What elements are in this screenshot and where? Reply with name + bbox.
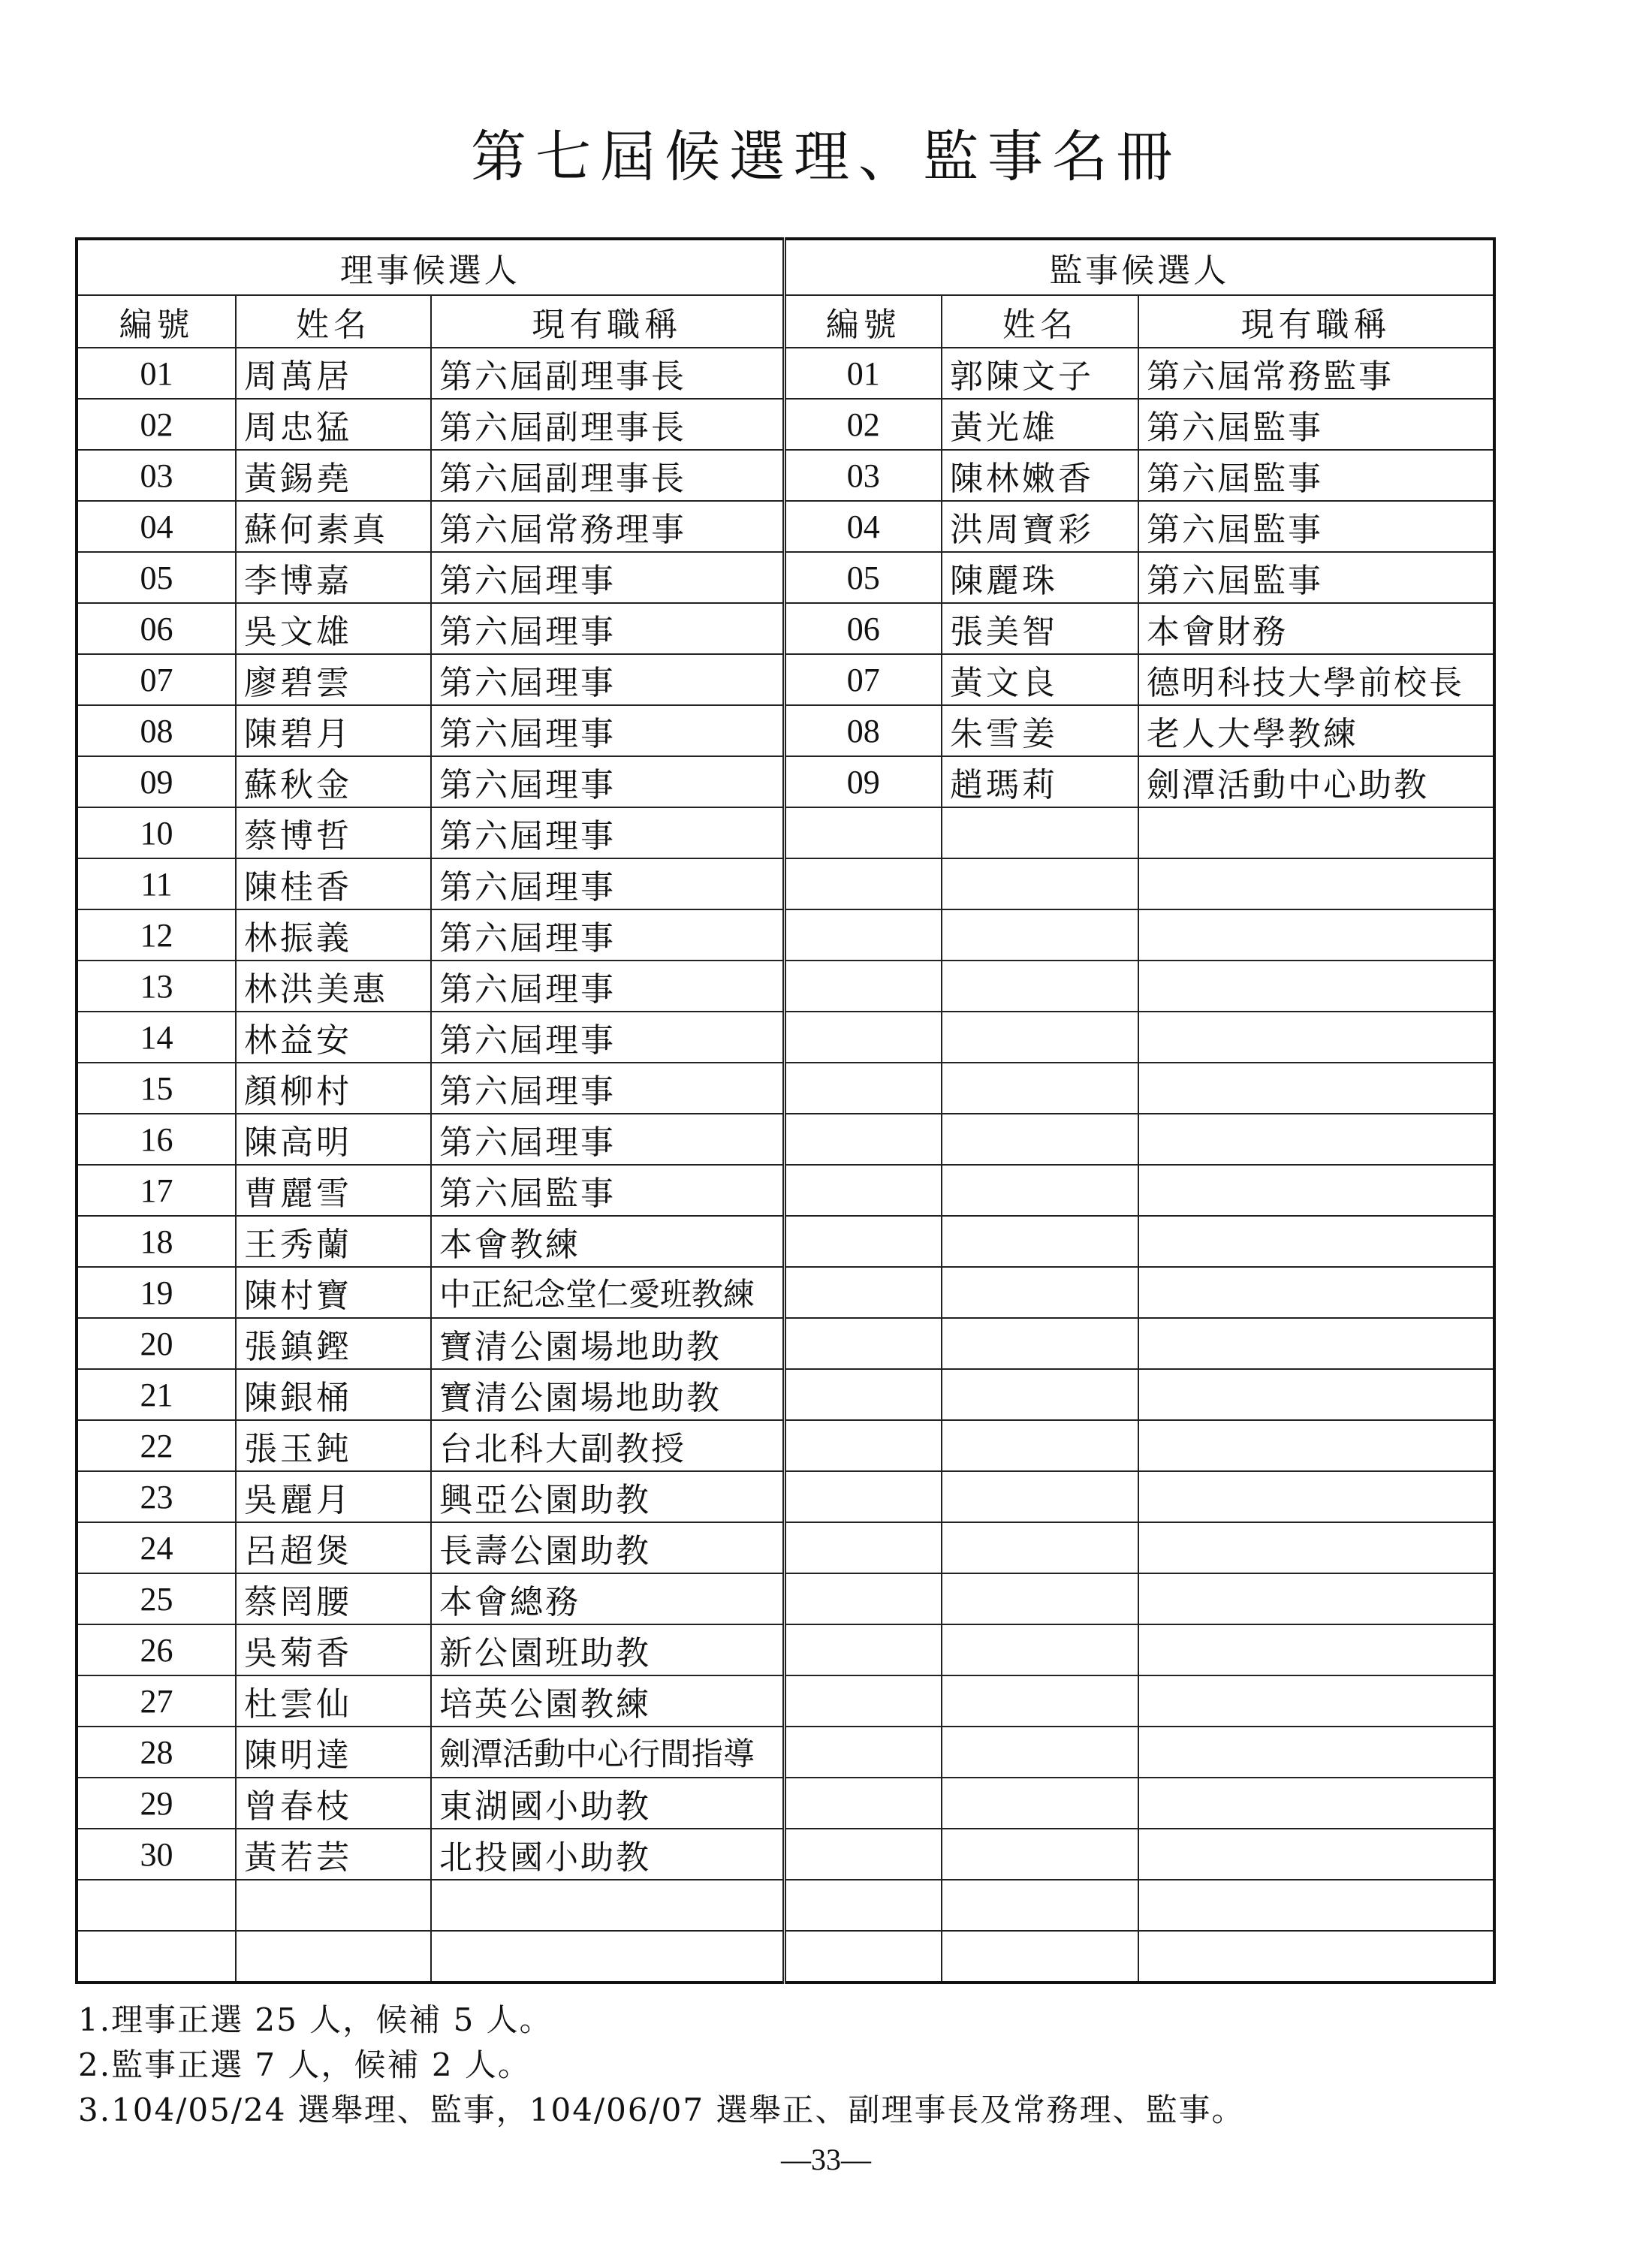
director-name-cell: 呂超煲 [236, 1522, 431, 1573]
director-title-cell: 中正紀念堂仁愛班教練 [431, 1267, 784, 1318]
supervisors-header-name: 姓名 [942, 295, 1138, 348]
supervisor-name-cell [942, 1267, 1138, 1318]
director-name-cell: 陳高明 [236, 1114, 431, 1165]
director-name-cell: 吳文雄 [236, 603, 431, 654]
column-header-row [77, 295, 1494, 348]
directors-header-number: 編號 [77, 295, 236, 348]
director-name-cell: 林振義 [236, 909, 431, 961]
director-number-cell: 06 [77, 603, 236, 654]
table-row [77, 654, 1494, 705]
table-row [77, 961, 1494, 1012]
director-number-cell: 27 [77, 1675, 236, 1727]
supervisor-name-cell [942, 1727, 1138, 1778]
table-row [77, 348, 1494, 399]
director-name-cell: 陳碧月 [236, 705, 431, 756]
director-title-cell: 第六屆理事 [431, 961, 784, 1012]
supervisor-number-cell: 06 [784, 603, 942, 654]
supervisors-header-title: 現有職稱 [1138, 295, 1494, 348]
director-title-cell: 第六屆理事 [431, 909, 784, 961]
director-number-cell: 13 [77, 961, 236, 1012]
director-title-cell: 新公園班助教 [431, 1624, 784, 1675]
director-title-cell: 台北科大副教授 [431, 1420, 784, 1471]
table-row [77, 858, 1494, 909]
supervisor-number-cell [784, 1114, 942, 1165]
director-title-cell: 第六屆理事 [431, 756, 784, 807]
director-title-cell: 培英公園教練 [431, 1675, 784, 1727]
director-name-cell: 杜雲仙 [236, 1675, 431, 1727]
supervisor-title-cell [1138, 1522, 1494, 1573]
director-number-cell: 12 [77, 909, 236, 961]
supervisor-name-cell: 張美智 [942, 603, 1138, 654]
director-title-cell [431, 1880, 784, 1931]
table-row [77, 807, 1494, 858]
director-name-cell: 張玉鈍 [236, 1420, 431, 1471]
table-row [77, 1216, 1494, 1267]
director-number-cell: 18 [77, 1216, 236, 1267]
note-line: 1.理事正選 25 人，候補 5 人。 [78, 2001, 553, 2038]
director-title-cell: 第六屆理事 [431, 858, 784, 909]
director-number-cell: 11 [77, 858, 236, 909]
directors-header-title: 現有職稱 [431, 295, 784, 348]
director-name-cell: 黃若芸 [236, 1829, 431, 1880]
table-row [77, 1114, 1494, 1165]
supervisor-title-cell [1138, 909, 1494, 961]
candidate-roster-table [75, 237, 1496, 1984]
supervisor-name-cell [942, 1216, 1138, 1267]
supervisor-number-cell [784, 1573, 942, 1624]
director-name-cell: 曹麗雪 [236, 1165, 431, 1216]
director-name-cell: 陳村寶 [236, 1267, 431, 1318]
table-row [77, 1727, 1494, 1778]
supervisor-name-cell [942, 1573, 1138, 1624]
supervisor-title-cell [1138, 1471, 1494, 1522]
supervisor-title-cell: 本會財務 [1138, 603, 1494, 654]
director-number-cell: 19 [77, 1267, 236, 1318]
supervisor-number-cell [784, 1931, 942, 1983]
table-row [77, 1778, 1494, 1829]
supervisor-title-cell [1138, 1573, 1494, 1624]
supervisor-title-cell [1138, 1624, 1494, 1675]
supervisor-name-cell: 陳林嫩香 [942, 450, 1138, 501]
supervisor-name-cell [942, 1012, 1138, 1063]
supervisor-number-cell [784, 961, 942, 1012]
supervisor-number-cell: 08 [784, 705, 942, 756]
supervisor-number-cell: 05 [784, 552, 942, 603]
supervisor-number-cell: 07 [784, 654, 942, 705]
supervisor-name-cell [942, 1420, 1138, 1471]
director-title-cell: 第六屆常務理事 [431, 501, 784, 552]
table-row [77, 756, 1494, 807]
supervisor-name-cell [942, 1471, 1138, 1522]
supervisor-name-cell [942, 909, 1138, 961]
director-number-cell: 26 [77, 1624, 236, 1675]
supervisor-number-cell [784, 1471, 942, 1522]
supervisor-title-cell [1138, 1318, 1494, 1369]
supervisors-group-label: 監事候選人 [784, 239, 1494, 295]
director-number-cell: 22 [77, 1420, 236, 1471]
table-row [77, 603, 1494, 654]
director-number-cell: 16 [77, 1114, 236, 1165]
director-name-cell: 顏柳村 [236, 1063, 431, 1114]
table-row [77, 1471, 1494, 1522]
supervisor-title-cell [1138, 858, 1494, 909]
table-row [77, 450, 1494, 501]
director-name-cell: 周萬居 [236, 348, 431, 399]
table-row [77, 705, 1494, 756]
director-name-cell: 黃錫堯 [236, 450, 431, 501]
supervisor-title-cell [1138, 1114, 1494, 1165]
director-number-cell: 30 [77, 1829, 236, 1880]
director-name-cell: 陳桂香 [236, 858, 431, 909]
supervisor-number-cell [784, 1165, 942, 1216]
table-row [77, 552, 1494, 603]
supervisor-title-cell: 第六屆監事 [1138, 552, 1494, 603]
table-row [77, 1522, 1494, 1573]
director-name-cell [236, 1880, 431, 1931]
director-title-cell: 第六屆監事 [431, 1165, 784, 1216]
supervisor-title-cell [1138, 1012, 1494, 1063]
director-name-cell [236, 1931, 431, 1983]
director-number-cell: 02 [77, 399, 236, 450]
director-title-cell: 東湖國小助教 [431, 1778, 784, 1829]
supervisor-name-cell: 郭陳文子 [942, 348, 1138, 399]
supervisor-name-cell: 洪周寶彩 [942, 501, 1138, 552]
director-number-cell: 01 [77, 348, 236, 399]
notes [78, 1998, 1505, 2133]
supervisor-name-cell [942, 1675, 1138, 1727]
director-number-cell: 24 [77, 1522, 236, 1573]
director-number-cell: 10 [77, 807, 236, 858]
supervisor-name-cell [942, 1114, 1138, 1165]
table-row [77, 1931, 1494, 1983]
supervisor-number-cell [784, 1522, 942, 1573]
supervisor-number-cell [784, 1778, 942, 1829]
director-title-cell: 第六屆副理事長 [431, 399, 784, 450]
director-title-cell: 長壽公園助教 [431, 1522, 784, 1573]
director-name-cell: 曾春枝 [236, 1778, 431, 1829]
director-title-cell: 劍潭活動中心行間指導 [431, 1727, 784, 1778]
table-row [77, 1573, 1494, 1624]
director-name-cell: 蔡博哲 [236, 807, 431, 858]
table-row [77, 1165, 1494, 1216]
director-name-cell: 王秀蘭 [236, 1216, 431, 1267]
director-name-cell: 陳銀桶 [236, 1369, 431, 1420]
supervisor-number-cell [784, 1675, 942, 1727]
supervisor-number-cell [784, 1420, 942, 1471]
supervisor-title-cell [1138, 1165, 1494, 1216]
director-number-cell: 07 [77, 654, 236, 705]
note-line: 2.監事正選 7 人，候補 2 人。 [78, 2046, 531, 2083]
director-title-cell: 本會教練 [431, 1216, 784, 1267]
director-number-cell: 05 [77, 552, 236, 603]
supervisor-number-cell [784, 1267, 942, 1318]
page-title: 第七屆候選理、監事名冊 [471, 125, 1181, 189]
table-row [77, 1420, 1494, 1471]
group-header-row [77, 239, 1494, 295]
director-name-cell: 林洪美惠 [236, 961, 431, 1012]
table-row [77, 1675, 1494, 1727]
supervisor-number-cell: 09 [784, 756, 942, 807]
supervisor-title-cell [1138, 1675, 1494, 1727]
supervisor-number-cell: 02 [784, 399, 942, 450]
supervisor-number-cell [784, 807, 942, 858]
supervisor-title-cell [1138, 1369, 1494, 1420]
director-number-cell [77, 1931, 236, 1983]
supervisor-number-cell [784, 909, 942, 961]
supervisor-name-cell: 趙瑪莉 [942, 756, 1138, 807]
supervisor-name-cell: 陳麗珠 [942, 552, 1138, 603]
table-row [77, 1063, 1494, 1114]
supervisor-name-cell: 朱雪姜 [942, 705, 1138, 756]
director-title-cell: 第六屆理事 [431, 603, 784, 654]
director-number-cell: 20 [77, 1318, 236, 1369]
supervisor-number-cell [784, 1829, 942, 1880]
page-number: —33— [781, 2143, 871, 2176]
supervisor-title-cell: 老人大學教練 [1138, 705, 1494, 756]
table-row [77, 1318, 1494, 1369]
table-row [77, 501, 1494, 552]
director-title-cell: 第六屆理事 [431, 1114, 784, 1165]
director-title-cell: 本會總務 [431, 1573, 784, 1624]
supervisor-name-cell: 黃光雄 [942, 399, 1138, 450]
table-row [77, 909, 1494, 961]
director-number-cell: 17 [77, 1165, 236, 1216]
supervisor-name-cell [942, 1778, 1138, 1829]
director-number-cell [77, 1880, 236, 1931]
director-name-cell: 張鎮鏗 [236, 1318, 431, 1369]
table-row [77, 1267, 1494, 1318]
director-name-cell: 陳明達 [236, 1727, 431, 1778]
supervisor-number-cell [784, 1318, 942, 1369]
director-title-cell: 第六屆理事 [431, 654, 784, 705]
supervisor-number-cell: 01 [784, 348, 942, 399]
table-row [77, 1624, 1494, 1675]
director-number-cell: 08 [77, 705, 236, 756]
supervisor-title-cell [1138, 1063, 1494, 1114]
supervisor-number-cell: 04 [784, 501, 942, 552]
supervisor-title-cell [1138, 1267, 1494, 1318]
supervisor-title-cell [1138, 1931, 1494, 1983]
supervisor-title-cell [1138, 1420, 1494, 1471]
director-name-cell: 吳麗月 [236, 1471, 431, 1522]
director-number-cell: 15 [77, 1063, 236, 1114]
director-title-cell: 第六屆理事 [431, 807, 784, 858]
director-name-cell: 廖碧雲 [236, 654, 431, 705]
director-number-cell: 14 [77, 1012, 236, 1063]
director-name-cell: 蔡罔腰 [236, 1573, 431, 1624]
director-title-cell [431, 1931, 784, 1983]
director-number-cell: 28 [77, 1727, 236, 1778]
supervisor-title-cell: 第六屆監事 [1138, 399, 1494, 450]
supervisor-title-cell: 第六屆監事 [1138, 450, 1494, 501]
supervisor-number-cell [784, 1624, 942, 1675]
supervisor-name-cell: 黃文良 [942, 654, 1138, 705]
supervisor-number-cell [784, 1369, 942, 1420]
supervisor-number-cell [784, 1727, 942, 1778]
supervisor-title-cell [1138, 1216, 1494, 1267]
director-title-cell: 寶清公園場地助教 [431, 1369, 784, 1420]
director-number-cell: 03 [77, 450, 236, 501]
table-row [77, 1880, 1494, 1931]
director-title-cell: 北投國小助教 [431, 1829, 784, 1880]
director-name-cell: 蘇何素真 [236, 501, 431, 552]
supervisor-number-cell [784, 1880, 942, 1931]
supervisor-name-cell [942, 1318, 1138, 1369]
supervisor-name-cell [942, 1880, 1138, 1931]
roster-body [77, 348, 1494, 1983]
table-row [77, 1829, 1494, 1880]
director-name-cell: 吳菊香 [236, 1624, 431, 1675]
table-row [77, 1369, 1494, 1420]
supervisor-title-cell: 第六屆常務監事 [1138, 348, 1494, 399]
supervisor-number-cell [784, 1012, 942, 1063]
supervisor-title-cell [1138, 961, 1494, 1012]
supervisor-title-cell [1138, 1829, 1494, 1880]
director-title-cell: 第六屆理事 [431, 1063, 784, 1114]
supervisor-number-cell [784, 1063, 942, 1114]
directors-header-name: 姓名 [236, 295, 431, 348]
supervisor-title-cell [1138, 807, 1494, 858]
supervisor-title-cell [1138, 1880, 1494, 1931]
supervisor-title-cell [1138, 1727, 1494, 1778]
supervisor-title-cell: 第六屆監事 [1138, 501, 1494, 552]
director-title-cell: 興亞公園助教 [431, 1471, 784, 1522]
director-number-cell: 25 [77, 1573, 236, 1624]
supervisors-header-number: 編號 [784, 295, 942, 348]
director-title-cell: 第六屆理事 [431, 705, 784, 756]
supervisor-name-cell [942, 1165, 1138, 1216]
supervisor-name-cell [942, 1063, 1138, 1114]
director-number-cell: 09 [77, 756, 236, 807]
supervisor-name-cell [942, 1369, 1138, 1420]
note-line: 3.104/05/24 選舉理、監事，104/06/07 選舉正、副理事長及常務理、監事。 [78, 2092, 1245, 2128]
director-number-cell: 21 [77, 1369, 236, 1420]
director-number-cell: 23 [77, 1471, 236, 1522]
director-name-cell: 李博嘉 [236, 552, 431, 603]
supervisor-title-cell: 德明科技大學前校長 [1138, 654, 1494, 705]
supervisor-name-cell [942, 961, 1138, 1012]
supervisor-name-cell [942, 807, 1138, 858]
director-title-cell: 第六屆理事 [431, 1012, 784, 1063]
director-name-cell: 周忠猛 [236, 399, 431, 450]
supervisor-name-cell [942, 1522, 1138, 1573]
supervisor-title-cell [1138, 1778, 1494, 1829]
supervisor-name-cell [942, 1829, 1138, 1880]
supervisor-title-cell: 劍潭活動中心助教 [1138, 756, 1494, 807]
supervisor-number-cell [784, 858, 942, 909]
table-row [77, 399, 1494, 450]
supervisor-number-cell: 03 [784, 450, 942, 501]
director-number-cell: 04 [77, 501, 236, 552]
table-row [77, 1012, 1494, 1063]
supervisor-name-cell [942, 1931, 1138, 1983]
supervisor-number-cell [784, 1216, 942, 1267]
supervisor-name-cell [942, 1624, 1138, 1675]
directors-group-label: 理事候選人 [77, 239, 784, 295]
director-title-cell: 第六屆理事 [431, 552, 784, 603]
director-title-cell: 第六屆副理事長 [431, 450, 784, 501]
director-name-cell: 林益安 [236, 1012, 431, 1063]
director-title-cell: 第六屆副理事長 [431, 348, 784, 399]
supervisor-name-cell [942, 858, 1138, 909]
director-title-cell: 寶清公園場地助教 [431, 1318, 784, 1369]
director-name-cell: 蘇秋金 [236, 756, 431, 807]
director-number-cell: 29 [77, 1778, 236, 1829]
